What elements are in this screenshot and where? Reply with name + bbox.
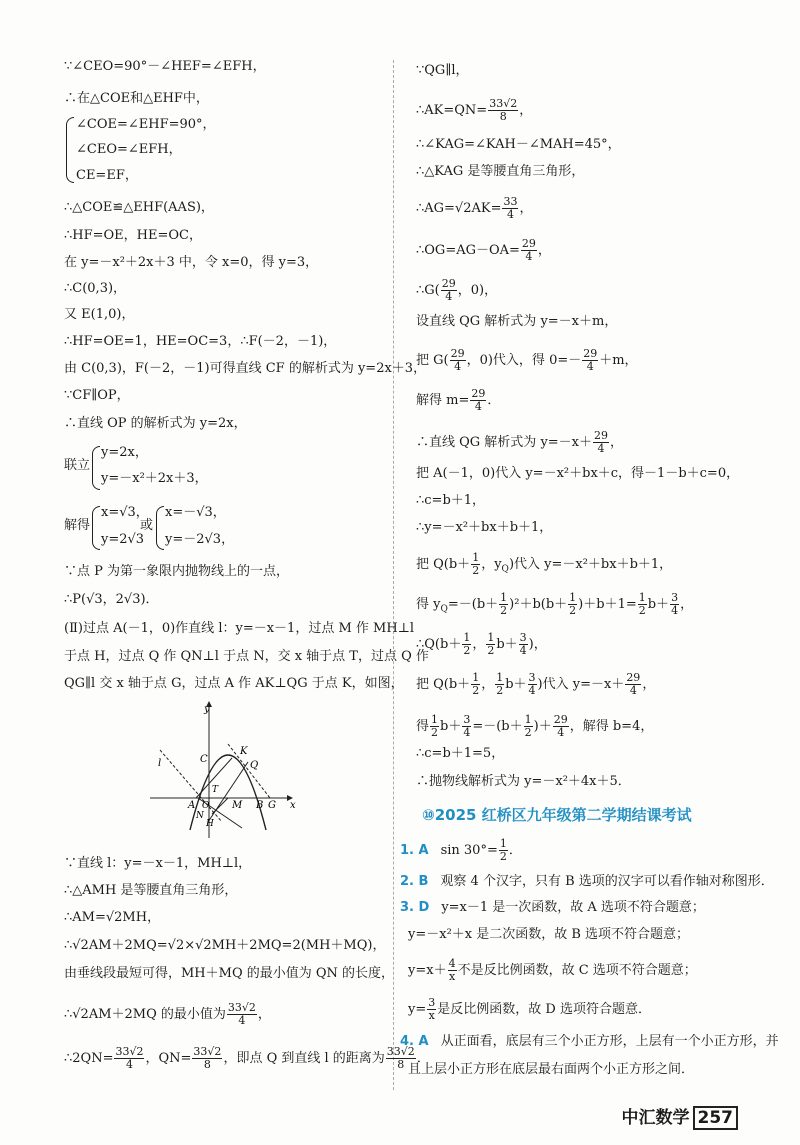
answer-line: 2. B 观察 4 个汉字，只有 B 选项的汉字可以看作轴对称图形． [400, 874, 774, 889]
text-line: ∴抛物线解析式为 y=－x²＋4x＋5． [416, 774, 631, 789]
text-line: ∴△KAG 是等腰直角三角形， [416, 164, 585, 179]
text-part: ∴√2AM＋2MQ 的最小值为 [64, 1007, 226, 1022]
text-line: ∴c=b＋1=5， [416, 746, 505, 761]
text-line: 解得 m= $\frac{29}{4}$ ． [416, 387, 501, 413]
page-number: 257 [693, 1106, 739, 1130]
fraction: $\frac{29}{4}$ [471, 387, 486, 413]
text-line: ∴HF=OE=1，HE=OC=3，∴F(－2，－1)， [64, 334, 337, 349]
text-line: ∵QG∥l， [416, 63, 469, 78]
text-line: 设直线 QG 解析式为 y=－x＋m， [416, 314, 618, 329]
label-b: B [256, 800, 264, 811]
system-line: x=－√3， [165, 505, 226, 520]
text-line: 把 G( $\frac{29}{4}$ ，0)代入，得 0=－ $\frac{29}{4}$ ＋m， [416, 347, 638, 373]
text-line: ∴C(0,3)， [64, 281, 127, 296]
text-line: ∴y=－x²＋bx＋b＋1， [416, 520, 553, 535]
text-line: QG∥l 交 x 轴于点 G，过点 A 作 AK⊥QG 于点 K，如图， [64, 676, 404, 691]
text-line: y= $\frac{3}{x}$ 是反比例函数，故 D 选项符合题意． [408, 996, 651, 1022]
page-footer [622, 1103, 739, 1130]
text-line: ∴P(√3，2√3)． [64, 592, 159, 607]
fraction: $\frac{3}{4}$ [519, 631, 527, 657]
label-q: Q [250, 760, 259, 771]
fraction: $\frac{4}{x}$ [448, 957, 456, 983]
fraction: $\frac{3}{4}$ [671, 591, 679, 617]
text-line: ∴△AMH 是等腰直角三角形， [64, 883, 238, 898]
fraction: $\frac{1}{2}$ [431, 713, 439, 739]
fraction: $\frac{29}{4}$ [626, 671, 641, 697]
text-line: ∵点 P 为第一象限内抛物线上的一点， [64, 564, 290, 579]
text-part: ∴2QN= [64, 1051, 114, 1066]
text-line: ∴∠KAG=∠KAH－∠MAH=45°， [416, 137, 621, 152]
text-line: ∴Q(b＋ $\frac{1}{2}$ ， $\frac{1}{2}$ b＋ $\frac{3}{4}$ )， [416, 631, 547, 657]
text-line: ∴直线 QG 解析式为 y=－x＋ $\frac{29}{4}$ ， [416, 429, 624, 455]
fraction: $\frac{1}{2}$ [472, 671, 480, 697]
question-number: 4. A [400, 1034, 429, 1049]
text-line: ∴直线 OP 的解析式为 y=2x， [64, 416, 247, 431]
label-t: T [212, 785, 219, 795]
fraction: $\frac{33√2}{8}$ [386, 1045, 415, 1071]
column-divider [393, 60, 394, 1090]
label-o: O [202, 801, 210, 811]
text-line: 把 Q(b＋ $\frac{1}{2}$ ，$y_Q$)代入 y=－x²＋bx＋b＋1， [416, 551, 673, 577]
text-part: ，即点 Q 到直线 l 的距离为 [223, 1051, 385, 1066]
label-y: y [204, 704, 210, 715]
system-line: ∠CEO=∠EFH， [76, 142, 182, 157]
brace-icon [66, 117, 74, 183]
text-line: ∴AG=√2AK= $\frac{33}{4}$ ， [416, 195, 533, 221]
answer-line: 4. A 从正面看，底层有三个小正方形，上层有一个小正方形，并 [400, 1034, 779, 1049]
label-k: K [240, 746, 248, 757]
fraction: $\frac{29}{4}$ [583, 347, 598, 373]
text-line: 由 C(0,3)，F(－2，－1)可得直线 CF 的解析式为 y=2x＋3， [64, 361, 427, 376]
text-line: ∴√2AM＋2MQ=√2×√2MH＋2MQ=2(MH＋MQ)， [64, 938, 386, 953]
text-line: 且上层小正方形在底层最右面两个小正方形之间． [408, 1062, 695, 1077]
text-line: ∴2QN= $\frac{33√2}{4}$ ，QN= $\frac{33√2}{8}$ ，即点 Q 到直线 l 的距离为 $\frac{33√2}{8}$ ． [64, 1045, 430, 1071]
text-line: 于点 H，过点 Q 作 QN⊥l 于点 N，交 x 轴于点 T，过点 Q 作 [64, 649, 429, 664]
text-line: 得 $\frac{1}{2}$ b＋ $\frac{3}{4}$ =－(b＋ $\frac{1}{2}$ )＋ $\frac{29}{4}$ ，解得 b=4， [416, 713, 654, 739]
system-line: y=－2√3， [165, 532, 235, 547]
text-line: ∴√2AM＋2MQ 的最小值为 $\frac{33√2}{4}$ ， [64, 1001, 271, 1027]
fraction: $\frac{33√2}{4}$ [227, 1001, 256, 1027]
text-line: 由垂线段最短可得，MH＋MQ 的最小值为 QN 的长度， [64, 966, 395, 981]
brace-icon [92, 446, 100, 490]
fraction: $\frac{29}{4}$ [521, 237, 536, 263]
line-mh [212, 798, 228, 814]
fraction: $\frac{1}{2}$ [524, 713, 532, 739]
brace-icon [92, 506, 100, 550]
fraction: $\frac{1}{2}$ [487, 631, 495, 657]
text-line: 或 [140, 518, 154, 533]
text-line: ∴在△COE和△EHF中， [64, 91, 209, 106]
fraction: $\frac{1}{2}$ [500, 591, 508, 617]
text-line: y=x＋ $\frac{4}{x}$ 不是反比例函数，故 C 选项不符合题意； [408, 957, 697, 983]
system-line: ∠COE=∠EHF=90°， [76, 117, 216, 132]
fraction: $\frac{33√2}{8}$ [193, 1045, 222, 1071]
text-line: ∴AM=√2MH， [64, 910, 161, 925]
fraction: $\frac{33}{4}$ [503, 195, 518, 221]
brand-name: 中汇数学 [621, 1108, 690, 1128]
system-line: y=2√3 [101, 532, 145, 547]
fraction: $\frac{1}{2}$ [463, 631, 471, 657]
text-line: 得 $y_Q=-(b+$ $\frac{1}{2}$ )²＋b(b＋ $\frac{1}{2}$ )＋b＋1= $\frac{1}{2}$ b＋ $\frac{3}{4}$ ， [416, 591, 694, 617]
fraction: $\frac{3}{4}$ [528, 671, 536, 697]
fraction: $\frac{29}{4}$ [441, 277, 456, 303]
label-l: l [158, 758, 162, 769]
fraction: $\frac{3}{4}$ [463, 713, 471, 739]
fraction: $\frac{29}{4}$ [553, 713, 568, 739]
text-line: y=－x²＋x 是二次函数，故 B 选项不符合题意； [408, 927, 690, 942]
fraction: $\frac{1}{2}$ [569, 591, 577, 617]
question-number: 1. A [400, 843, 429, 858]
answer-line: 3. D y=x－1 是一次函数，故 A 选项不符合题意； [400, 900, 705, 915]
text-part: ，QN= [145, 1051, 192, 1066]
question-number: 2. B [400, 874, 429, 889]
text-line: ∴G( $\frac{29}{4}$ ，0)， [416, 277, 498, 303]
fraction: $\frac{29}{4}$ [450, 347, 465, 373]
fraction: $\frac{1}{2}$ [638, 591, 646, 617]
text-line: ∴△COE≌△EHF(AAS)， [64, 200, 214, 215]
label-m: M [232, 800, 243, 811]
fraction: $\frac{33√2}{4}$ [115, 1045, 144, 1071]
section-title: ⑩2025 红桥区九年级第二学期结课考试 [422, 806, 692, 824]
system-line: CE=EF， [76, 168, 138, 183]
label-c: C [200, 754, 208, 765]
line-qg [228, 744, 270, 798]
system-line: y=－x²＋2x＋3， [101, 471, 208, 486]
answer-line: 1. A sin 30°= $\frac{1}{2}$ ． [400, 837, 522, 863]
fraction: $\frac{29}{4}$ [594, 429, 609, 455]
fraction: $\frac{1}{2}$ [499, 837, 507, 863]
fraction: $\frac{1}{2}$ [496, 671, 504, 697]
fraction: $\frac{33√2}{8}$ [489, 97, 518, 123]
text-line: ∵CF∥OP， [64, 388, 130, 403]
text-line: ∴HF=OE，HE=OC， [64, 228, 202, 243]
text-line: ∵∠CEO=90°－∠HEF=∠EFH， [64, 59, 266, 74]
text-line: 又 E(1,0)， [64, 307, 135, 322]
system-line: y=2x， [101, 445, 148, 460]
label-g: G [268, 800, 276, 811]
text-line: ∴c=b＋1， [416, 493, 486, 508]
label-a: A [188, 800, 196, 811]
text-line: 把 Q(b＋ $\frac{1}{2}$ ， $\frac{1}{2}$ b＋ $\frac{3}{4}$ )代入 y=－x＋ $\frac{29}{4}$ ， [416, 671, 656, 697]
fraction: $\frac{1}{2}$ [472, 551, 480, 577]
label-h: H [206, 819, 214, 829]
label-n: N [196, 811, 204, 821]
parabola-figure [150, 700, 310, 840]
text-line: ∴OG=AG－OA= $\frac{29}{4}$ ， [416, 237, 551, 263]
text-line: ∴AK=QN= $\frac{33√2}{8}$ ， [416, 97, 533, 123]
text-line: 联立 [64, 458, 91, 473]
fraction: $\frac{3}{x}$ [428, 996, 436, 1022]
label-x: x [290, 800, 296, 811]
system-line: x=√3， [101, 505, 149, 520]
text-line: ∵直线 l：y=－x－1，MH⊥l， [64, 856, 252, 871]
text-line: 解得 [64, 518, 91, 533]
text-line: 在 y=－x²＋2x＋3 中，令 x=0，得 y=3， [64, 255, 319, 270]
text-line: 把 A(－1，0)代入 y=－x²＋bx＋c，得－1－b＋c=0， [416, 466, 740, 481]
question-number: 3. D [400, 900, 430, 915]
brace-icon [156, 506, 164, 550]
text-line: (Ⅱ)过点 A(－1，0)作直线 l：y=－x－1，过点 M 作 MH⊥l [64, 621, 415, 636]
